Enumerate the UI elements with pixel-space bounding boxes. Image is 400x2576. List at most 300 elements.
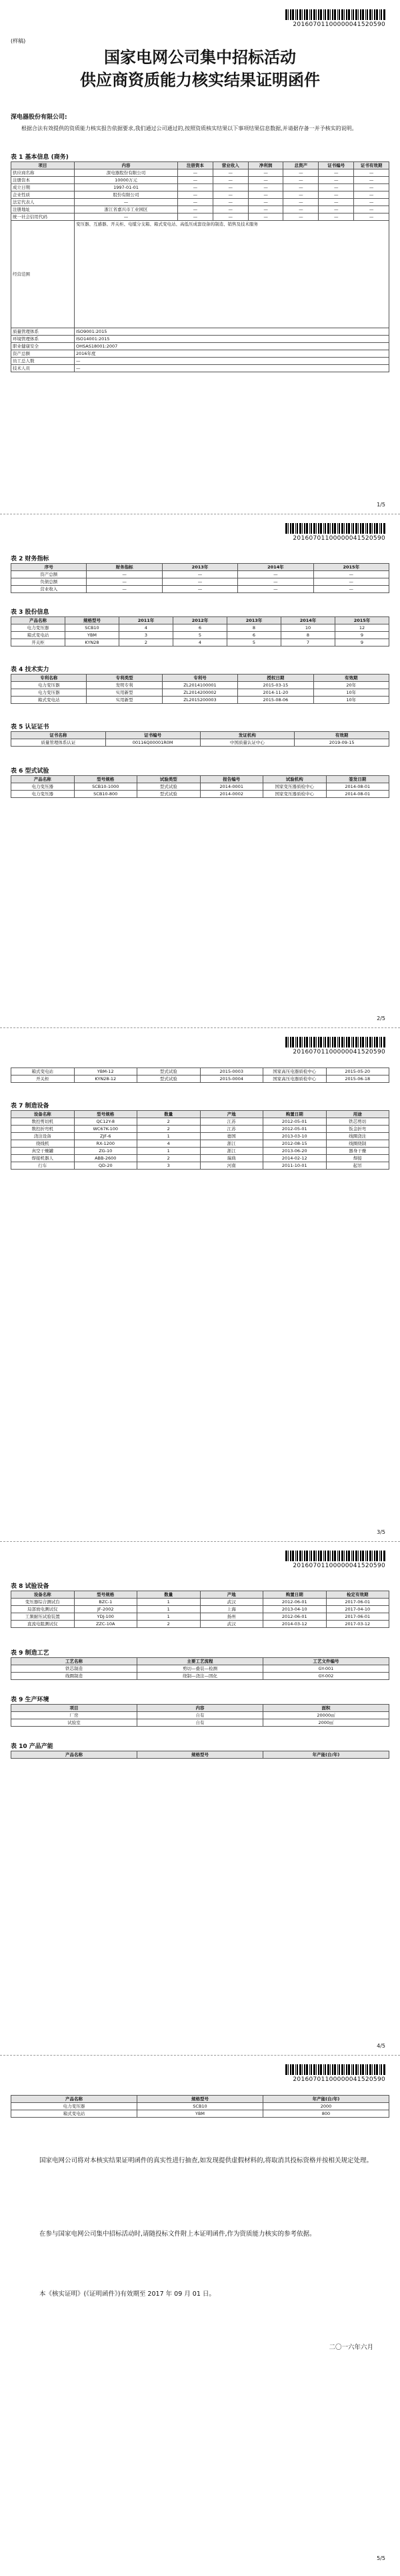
table-row <box>11 184 389 191</box>
table-cell: 2017-03-12 <box>326 1621 389 1628</box>
table-cell: ABB-2600 <box>74 1155 137 1162</box>
table-header: 2011年 <box>119 617 173 624</box>
table-header: 规格型号 <box>65 617 119 624</box>
table-cell: 实用新型 <box>87 689 162 697</box>
page-number: 1/5 <box>377 502 385 508</box>
table-cell: 2014-0002 <box>200 791 263 798</box>
table-cell: 5 <box>173 632 227 639</box>
table-cell: — <box>319 206 354 213</box>
table-cell: — <box>178 177 213 184</box>
table-cell: 2015-0004 <box>200 1076 263 1083</box>
table-header: 数量 <box>137 1111 201 1118</box>
table-cell: 2019-09-15 <box>295 739 389 747</box>
table-cell: 箱式变电站 <box>11 2110 137 2118</box>
page-4 <box>0 1541 400 2056</box>
table-cell: 法定代表人 <box>11 199 75 206</box>
table-row <box>11 1606 389 1613</box>
table-cell: 3 <box>137 1162 201 1170</box>
table-header: 2014年 <box>281 617 335 624</box>
table-cell: SCB10 <box>65 624 119 632</box>
validity-paragraph: 本《核实证明》(《证明函件》)有效期至 2017 年 09 月 01 日。 <box>39 2290 215 2298</box>
table-cell: — <box>162 578 237 586</box>
table-row <box>11 365 389 372</box>
table-cell: 8 <box>281 632 335 639</box>
table-cell: 箱式变电站 <box>11 632 65 639</box>
table-row <box>11 358 389 365</box>
table-cell: 线圈浇注 <box>326 1133 389 1140</box>
table-cell: 2015-05-20 <box>326 1068 389 1076</box>
table-cell: 10 <box>281 624 335 632</box>
table-cell: 自有 <box>137 1712 263 1719</box>
section-title: 表 4 技术实力 <box>11 667 49 673</box>
table-cell: 型式试验 <box>137 1068 201 1076</box>
manufacturing-equipment-table <box>11 1110 389 1170</box>
table-cell: 焊接 <box>326 1155 389 1162</box>
table-cell: 4 <box>137 1140 201 1148</box>
table-cell: SCB10 <box>137 2103 263 2110</box>
page-5 <box>0 2055 400 2576</box>
table-cell: KYN28 <box>65 639 119 647</box>
section-title: 表 8 试验设备 <box>11 1583 49 1590</box>
table-cell: — <box>283 184 319 191</box>
table-cell: 1 <box>137 1133 201 1140</box>
table-cell: — <box>354 199 389 206</box>
intro-text: 根据合法有效提供的资质能力核实报告依据要求,我们通过公司通过的,按照资质核实结果以下事项结果信息数据,并请据存备一并予核实的说明。 <box>21 125 357 131</box>
table-row <box>11 1155 389 1162</box>
table-cell: 2012-06-01 <box>263 1613 327 1621</box>
table-row <box>11 213 389 221</box>
table-header: 证书编号 <box>105 732 200 739</box>
table-cell: 国家高压电器质检中心 <box>263 1076 327 1083</box>
table-cell: ZL2014100001 <box>162 682 237 689</box>
barcode-number: 20160701100000041520590 <box>293 21 385 28</box>
table-cell: 供应商名称 <box>11 169 75 177</box>
table-cell: GY-001 <box>263 1665 389 1673</box>
table-row <box>11 1140 389 1148</box>
table-cell: 变压器综合测试台 <box>11 1599 75 1606</box>
table-cell: 2 <box>119 639 173 647</box>
table-cell: 箱式变电站 <box>11 697 87 704</box>
table-cell: 河南 <box>200 1162 263 1170</box>
capacity-table-cont <box>11 2095 389 2118</box>
capacity-table <box>11 1751 389 1759</box>
table-row <box>11 1719 389 1727</box>
table-row <box>11 682 389 689</box>
table-cell: ZJF-6 <box>74 1133 137 1140</box>
table-cell: 行车 <box>11 1162 75 1170</box>
table-cell: JF-2002 <box>74 1606 137 1613</box>
table-header: 型号规格 <box>74 1111 137 1118</box>
environment-table <box>11 1704 389 1727</box>
table-row <box>11 586 389 593</box>
table-row <box>11 697 389 704</box>
section-title: 表 3 股份信息 <box>11 609 49 616</box>
table-header: 2015年 <box>335 617 389 624</box>
table-header: 产品名称 <box>11 617 65 624</box>
table-cell: BZC-1 <box>74 1599 137 1606</box>
table-cell: 型式试验 <box>137 1076 201 1083</box>
table-header: 设备名称 <box>11 1111 75 1118</box>
table-cell: 1 <box>137 1613 201 1621</box>
barcode-number: 20160701100000041520590 <box>293 1049 385 1055</box>
table-cell: — <box>178 184 213 191</box>
table-row <box>11 1162 389 1170</box>
table-cell: 4 <box>119 624 173 632</box>
table-cell: 自有 <box>137 1719 263 1727</box>
table-cell: 焊接机器人 <box>11 1155 75 1162</box>
table-cell: 3 <box>119 632 173 639</box>
table-header: 专利名称 <box>11 675 87 682</box>
table-header: 项目 <box>11 162 75 169</box>
table-header: 报告编号 <box>200 776 263 783</box>
cert-table <box>11 731 389 747</box>
table-cell: 技术人员 <box>11 365 75 372</box>
table-row <box>11 578 389 586</box>
table-row <box>11 1118 389 1126</box>
barcode <box>285 523 385 534</box>
table-row <box>11 632 389 639</box>
table-row <box>11 1712 389 1719</box>
table-cell: 铁芯制造 <box>11 1665 137 1673</box>
table-row <box>11 1068 389 1076</box>
table-cell: 2017-04-10 <box>326 1606 389 1613</box>
table-cell: — <box>248 184 283 191</box>
table-cell: 开关柜 <box>11 639 65 647</box>
page-title-line2: 供应商资质能力核实结果证明函件 <box>80 70 320 89</box>
table-header: 2015年 <box>313 564 389 571</box>
table-header: 试验机构 <box>263 776 327 783</box>
table-cell: — <box>213 169 248 177</box>
table-cell: 1 <box>137 1606 201 1613</box>
table-cell: — <box>248 213 283 221</box>
table-cell: YDJ-100 <box>74 1613 137 1621</box>
table-cell: — <box>354 169 389 177</box>
table-header: 购置日期 <box>263 1591 327 1599</box>
table-cell: 1 <box>137 1148 201 1155</box>
table-cell: 20年 <box>313 682 389 689</box>
barcode <box>285 2064 385 2075</box>
table-cell: 2 <box>137 1118 201 1126</box>
table-cell: — <box>87 586 162 593</box>
table-cell: QC12Y-8 <box>74 1118 137 1126</box>
table-cell: 剪切—叠装—检测 <box>137 1665 263 1673</box>
table-header: 证书有效期 <box>354 162 389 169</box>
doc-label: (样稿) <box>11 38 26 44</box>
table-cell: 电力变压器 <box>11 682 87 689</box>
barcode-number: 20160701100000041520590 <box>293 2076 385 2083</box>
page-2 <box>0 514 400 1028</box>
table-cell: 20000㎡ <box>263 1712 389 1719</box>
table-row <box>11 1621 389 1628</box>
table-cell: 质量管理体系 <box>11 328 75 336</box>
table-cell: — <box>178 169 213 177</box>
table-cell: 2015-08-06 <box>238 697 313 704</box>
table-cell: 2013-06-20 <box>263 1148 327 1155</box>
table-header: 设备名称 <box>11 1591 75 1599</box>
table-cell: — <box>354 206 389 213</box>
table-cell: — <box>319 199 354 206</box>
table-cell: 武汉 <box>200 1621 263 1628</box>
table-cell: 型式试验 <box>137 791 201 798</box>
table-header: 面积 <box>263 1705 389 1712</box>
table-header: 产品名称 <box>11 1751 137 1759</box>
table-cell: — <box>213 206 248 213</box>
table-cell: ZL2015200003 <box>162 697 237 704</box>
table-cell: 企业性质 <box>11 191 75 199</box>
basic-info-table <box>11 161 389 372</box>
table-cell: — <box>178 213 213 221</box>
table-cell: 10000万元 <box>75 177 178 184</box>
closing-paragraph: 国家电网公司将对本核实结果证明函件的真实性进行抽查,如发现提供虚假材料的,将取消其投标资格并按相关规定处理。 <box>39 2157 373 2164</box>
barcode <box>285 1551 385 1561</box>
table-cell: 国家高压电器质检中心 <box>263 1068 327 1076</box>
table-row <box>11 571 389 578</box>
section-title: 表 9 生产环境 <box>11 1697 49 1703</box>
table-row <box>11 1665 389 1673</box>
table-cell: 江苏 <box>200 1118 263 1126</box>
table-cell: 资产总额 <box>11 571 87 578</box>
finance-table <box>11 563 389 593</box>
table-cell: 2 <box>137 1126 201 1133</box>
table-cell: WC67K-100 <box>74 1126 137 1133</box>
table-cell: — <box>248 206 283 213</box>
table-cell: 2012-08-15 <box>263 1140 327 1148</box>
table-cell: 厂房 <box>11 1712 137 1719</box>
table-cell: 上海 <box>200 1606 263 1613</box>
table-header: 总资产 <box>283 162 319 169</box>
table-cell: 2011-10-01 <box>263 1162 327 1170</box>
table-row <box>11 2103 389 2110</box>
table-cell: 统一社会信用代码 <box>11 213 75 221</box>
table-header: 产品名称 <box>11 776 75 783</box>
table-cell: 7 <box>281 639 335 647</box>
table-cell: SCB10-1000 <box>74 783 137 791</box>
table-row <box>11 328 389 336</box>
table-cell: 8 <box>227 624 281 632</box>
closing-paragraph: 在参与国家电网公司集中招标活动时,请随投标文件附上本证明函件,作为资质能力核实的参考依据。 <box>39 2230 316 2238</box>
section-title: 表 2 财务指标 <box>11 556 49 562</box>
type-test-table <box>11 775 389 798</box>
table-cell: — <box>213 191 248 199</box>
table-header: 内容 <box>75 162 178 169</box>
table-header: 年产能(台/年) <box>263 1751 389 1759</box>
table-cell: 2014-0001 <box>200 783 263 791</box>
page-1 <box>0 0 400 514</box>
table-cell: 工频耐压试验装置 <box>11 1613 75 1621</box>
table-cell: 2012-05-01 <box>263 1126 327 1133</box>
table-cell: 浙江 <box>200 1140 263 1148</box>
table-row <box>11 336 389 343</box>
table-cell: 德国 <box>200 1133 263 1140</box>
table-cell: 浙江省嘉兴市工业园区 <box>75 206 178 213</box>
table-cell: 实用新型 <box>87 697 162 704</box>
page-title-line1: 国家电网公司集中招标活动 <box>104 47 296 67</box>
table-cell: 注册地址 <box>11 206 75 213</box>
table-cell: — <box>213 199 248 206</box>
table-cell: 线圈绕制 <box>326 1140 389 1148</box>
table-header: 净利润 <box>248 162 283 169</box>
table-cell: — <box>283 169 319 177</box>
table-cell: QD-20 <box>74 1162 137 1170</box>
recipient: 深电器股份有限公司: <box>11 114 67 121</box>
table-row <box>11 1673 389 1680</box>
table-cell: 2015-06-18 <box>326 1076 389 1083</box>
table-cell: 6 <box>227 632 281 639</box>
table-cell: 负债总额 <box>11 578 87 586</box>
table-cell: 2017-06-01 <box>326 1599 389 1606</box>
table-header: 产品名称 <box>11 2096 137 2103</box>
page-number: 3/5 <box>377 1529 385 1535</box>
table-cell: 9 <box>335 632 389 639</box>
table-header: 购置日期 <box>263 1111 327 1118</box>
table-header: 证书名称 <box>11 732 106 739</box>
table-cell: — <box>313 571 389 578</box>
table-cell: — <box>213 177 248 184</box>
table-row <box>11 177 389 184</box>
table-header: 数量 <box>137 1591 201 1599</box>
table-cell: — <box>283 177 319 184</box>
table-cell: 2 <box>137 1621 201 1628</box>
table-cell: 电力变压器 <box>11 791 75 798</box>
table-header: 2013年 <box>227 617 281 624</box>
table-cell: 线圈制造 <box>11 1673 137 1680</box>
table-header: 规格型号 <box>137 2096 263 2103</box>
table-cell: — <box>162 586 237 593</box>
table-cell: 器身干燥 <box>326 1148 389 1155</box>
table-cell: 营业收入 <box>11 586 87 593</box>
table-header: 项目 <box>11 1705 137 1712</box>
table-header: 有效期 <box>295 732 389 739</box>
table-cell: 10年 <box>313 697 389 704</box>
table-cell: 江苏 <box>200 1126 263 1133</box>
issue-date: 二〇一六年六月 <box>329 2344 373 2351</box>
table-cell: GY-002 <box>263 1673 389 1680</box>
table-cell: — <box>178 191 213 199</box>
table-header: 财务指标 <box>87 564 162 571</box>
table-cell: 2015-0003 <box>200 1068 263 1076</box>
tech-table <box>11 674 389 704</box>
table-cell: 电力变压器 <box>11 624 65 632</box>
table-row <box>11 624 389 632</box>
table-row <box>11 1076 389 1083</box>
table-header: 营业收入 <box>213 162 248 169</box>
table-cell: ISO14001:2015 <box>75 336 389 343</box>
section-title: 表 9 制造工艺 <box>11 1650 49 1657</box>
table-cell: — <box>283 206 319 213</box>
table-row <box>11 221 389 328</box>
table-cell: 铁芯剪切 <box>326 1118 389 1126</box>
table-cell: 2014-11-20 <box>238 689 313 697</box>
table-cell: 电力变压器 <box>11 783 75 791</box>
table-cell: 2012-06-01 <box>263 1599 327 1606</box>
table-cell: 5 <box>227 639 281 647</box>
table-header: 证书编号 <box>319 162 354 169</box>
table-cell: ZZC-10A <box>74 1621 137 1628</box>
table-cell: 绕制—浇注—固化 <box>137 1673 263 1680</box>
table-cell: — <box>319 213 354 221</box>
table-cell: — <box>162 571 237 578</box>
table-cell: 2015-03-15 <box>238 682 313 689</box>
table-cell: — <box>313 586 389 593</box>
table-cell: YBM <box>65 632 119 639</box>
table-cell: ISO9001:2015 <box>75 328 389 336</box>
table-row <box>11 2110 389 2118</box>
table-cell: 中国质量认证中心 <box>200 739 295 747</box>
table-cell: 电力变压器 <box>11 2103 137 2110</box>
table-row <box>11 791 389 798</box>
barcode <box>285 9 385 20</box>
test-equipment-table <box>11 1591 389 1628</box>
section-title: 表 6 型式试验 <box>11 768 49 775</box>
table-cell: 环境管理体系 <box>11 336 75 343</box>
table-row <box>11 689 389 697</box>
table-cell: — <box>319 177 354 184</box>
table-cell: 6 <box>173 624 227 632</box>
table-header: 主要工艺流程 <box>137 1658 263 1665</box>
table-cell: 起吊 <box>326 1162 389 1170</box>
table-cell: — <box>319 191 354 199</box>
table-cell: — <box>238 586 313 593</box>
table-cell: RX-1200 <box>74 1140 137 1148</box>
table-header: 产地 <box>200 1111 263 1118</box>
barcode-number: 20160701100000041520590 <box>293 535 385 542</box>
table-cell: YBM-12 <box>74 1068 137 1076</box>
table-cell: ZL2014200002 <box>162 689 237 697</box>
table-cell: 真空干燥罐 <box>11 1148 75 1155</box>
table-header: 有效期 <box>313 675 389 682</box>
table-header: 注册资本 <box>178 162 213 169</box>
table-cell: 职业健康安全 <box>11 343 75 350</box>
table-header: 2012年 <box>173 617 227 624</box>
table-row <box>11 1133 389 1140</box>
table-cell: ZG-10 <box>74 1148 137 1155</box>
table-cell: 电力变压器 <box>11 689 87 697</box>
section-title: 表 7 制造设备 <box>11 1103 49 1110</box>
table-cell: 员工总人数 <box>11 358 75 365</box>
table-header: 2013年 <box>162 564 237 571</box>
table-cell: 浇注设备 <box>11 1133 75 1140</box>
table-row <box>11 1599 389 1606</box>
table-cell: — <box>283 191 319 199</box>
table-cell: 2000 <box>263 2103 389 2110</box>
table-cell: 2013-04-10 <box>263 1606 327 1613</box>
table-row <box>11 783 389 791</box>
table-cell: 9 <box>335 639 389 647</box>
table-cell: — <box>283 199 319 206</box>
table-cell: 浙江 <box>200 1148 263 1155</box>
table-row <box>11 343 389 350</box>
table-row <box>11 1148 389 1155</box>
table-cell: 局部放电测试仪 <box>11 1606 75 1613</box>
table-cell: 深电器股份有限公司 <box>75 169 178 177</box>
table-cell: 国家变压器质检中心 <box>263 791 327 798</box>
table-header: 内容 <box>137 1705 263 1712</box>
table-row <box>11 639 389 647</box>
table-header: 工艺名称 <box>11 1658 137 1665</box>
table-cell: 扬州 <box>200 1613 263 1621</box>
table-cell: — <box>87 578 162 586</box>
table-cell: 2016年度 <box>75 350 389 358</box>
table-cell: 资产总额 <box>11 350 75 358</box>
table-cell: — <box>238 578 313 586</box>
table-cell: 绕线机 <box>11 1140 75 1148</box>
section-title: 表 1 基本信息 (商务) <box>11 154 69 161</box>
table-row <box>11 169 389 177</box>
table-header: 专利号 <box>162 675 237 682</box>
table-cell: 2014-03-12 <box>263 1621 327 1628</box>
table-header: 专利类型 <box>87 675 162 682</box>
table-cell: 数控折弯机 <box>11 1126 75 1133</box>
